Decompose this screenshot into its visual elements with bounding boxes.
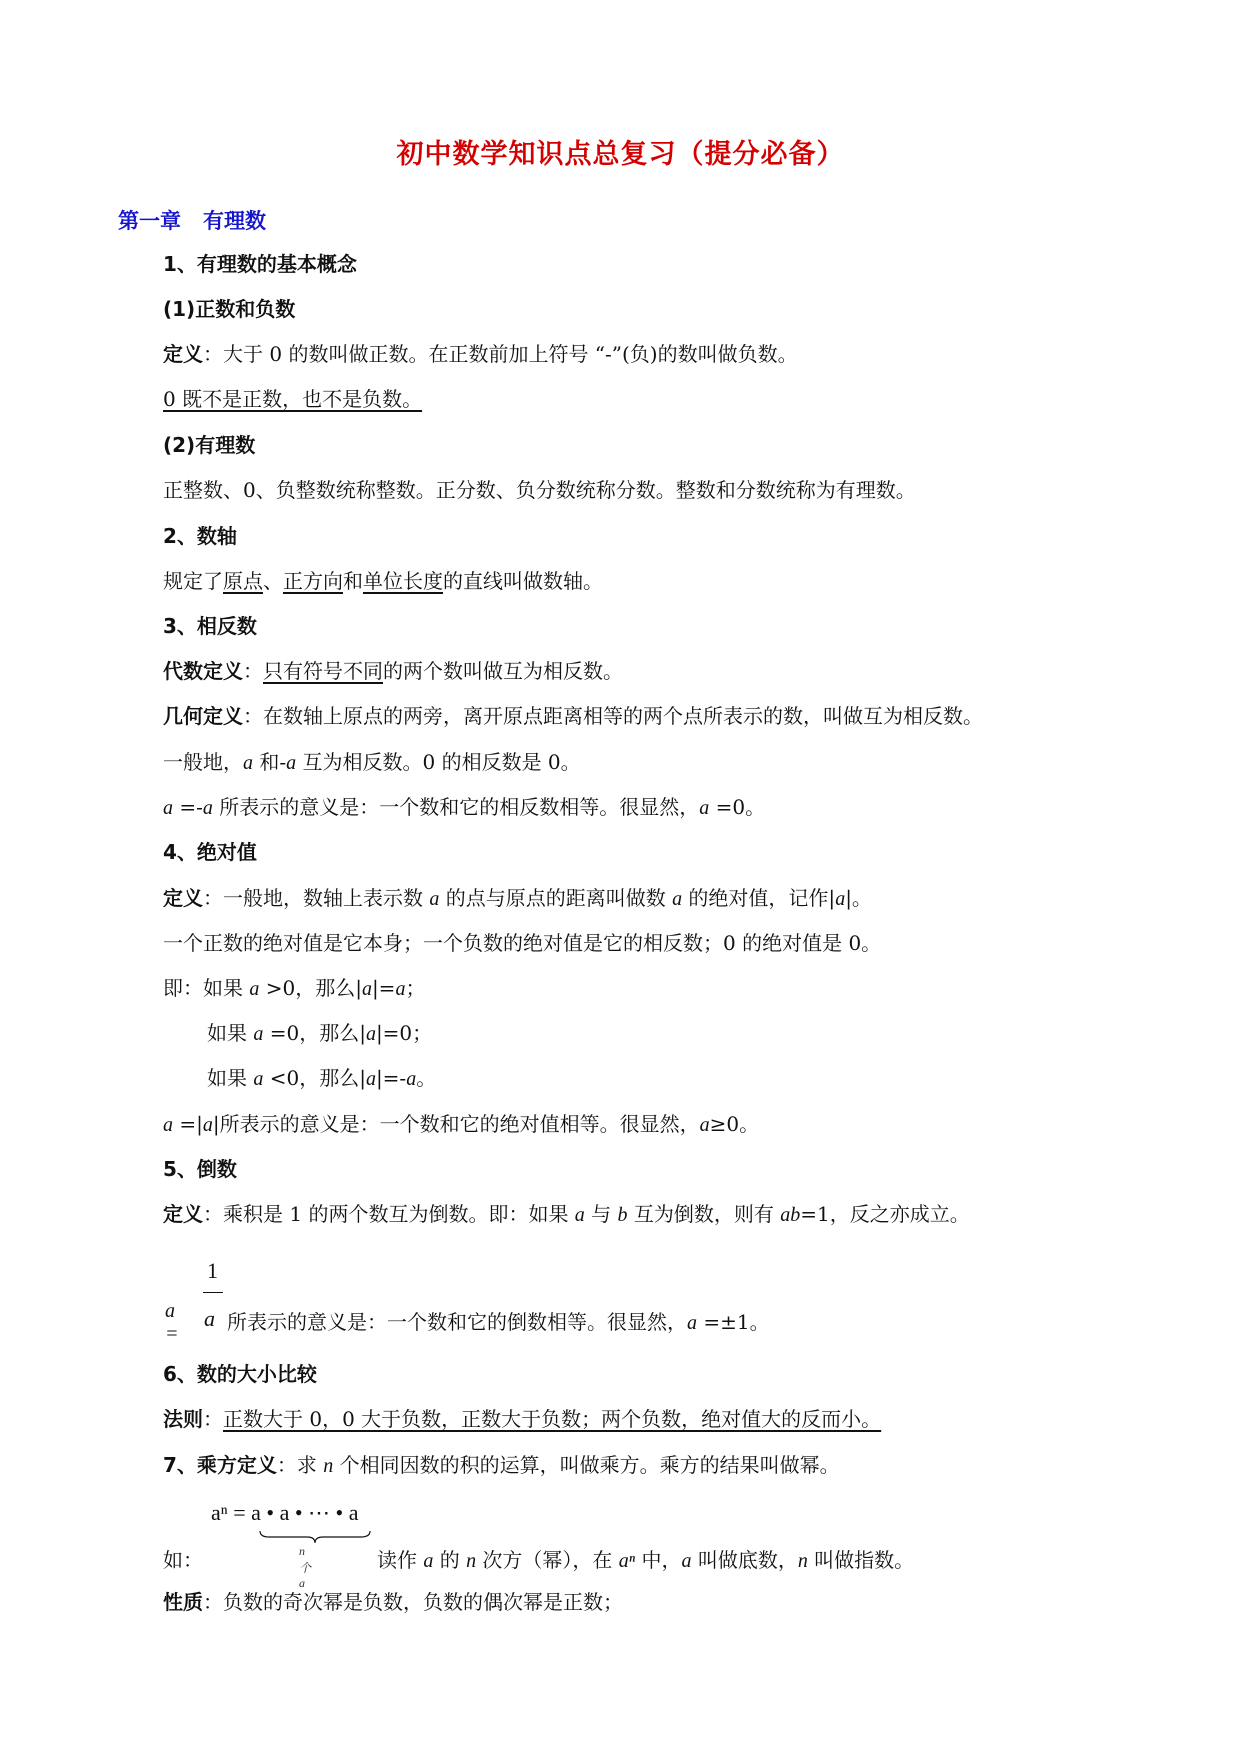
power-reading: 读作 a 的 n 次方（幂），在 aⁿ 中，a 叫做底数，n 叫做指数。 xyxy=(377,1548,915,1572)
section-1-heading: 1、有理数的基本概念 xyxy=(163,252,357,276)
rational-definition: 正整数、0、负整数统称整数。正分数、负分数统称分数。整数和分数统称为有理数。 xyxy=(163,478,916,502)
reciprocal-meaning: 所表示的意义是：一个数和它的倒数相等。很显然，a =±1。 xyxy=(227,1310,770,1334)
reciprocal-definition: 定义：乘积是 1 的两个数互为倒数。即：如果 a 与 b 互为倒数，则有 ab=1，反之亦成立。 xyxy=(163,1202,970,1226)
zero-note: 0 既不是正数，也不是负数。 xyxy=(163,387,423,411)
section-4-heading: 4、绝对值 xyxy=(163,840,257,864)
absolute-definition: 定义：一般地，数轴上表示数 a 的点与原点的距离叫做数 a 的绝对值，记作|a|。 xyxy=(163,886,872,910)
section-3-heading: 3、相反数 xyxy=(163,614,257,638)
comparison-rule: 法则：正数大于 0，0 大于负数，正数大于负数；两个负数，绝对值大的反而小。 xyxy=(163,1407,882,1431)
absolute-case-zero: 如果 a =0，那么|a|=0； xyxy=(207,1021,433,1045)
geometric-definition: 几何定义：在数轴上原点的两旁，离开原点距离相等的两个点所表示的数，叫做互为相反数。 xyxy=(163,704,983,728)
power-formula: aⁿ = a • a • ⋯ • a xyxy=(211,1500,359,1525)
chapter-heading xyxy=(118,205,288,235)
chapter-number: 第一章 xyxy=(118,209,181,233)
example-label: 如： xyxy=(163,1548,203,1572)
section-6-heading: 6、数的大小比较 xyxy=(163,1362,317,1386)
subsection-rational: (2)有理数 xyxy=(163,433,256,457)
opposite-meaning: a =-a 所表示的意义是：一个数和它的相反数相等。很显然，a =0。 xyxy=(163,795,766,819)
underbrace-icon xyxy=(259,1530,371,1544)
section-2-heading: 2、数轴 xyxy=(163,524,237,548)
power-definition: 7、乘方定义：求 n 个相同因数的积的运算，叫做乘方。乘方的结果叫做幂。 xyxy=(163,1453,840,1477)
underbrace-label: n个a xyxy=(299,1544,312,1590)
fraction-numerator: 1 xyxy=(207,1258,218,1283)
absolute-meaning: a =|a|所表示的意义是：一个数和它的绝对值相等。很显然，a≥0。 xyxy=(163,1112,760,1136)
algebraic-definition: 代数定义：只有符号不同的两个数叫做互为相反数。 xyxy=(163,659,623,683)
formula-lhs: a = xyxy=(165,1300,179,1345)
absolute-case-negative: 如果 a <0，那么|a|=-a。 xyxy=(207,1066,437,1090)
fraction-bar xyxy=(203,1292,223,1293)
power-property: 性质：负数的奇次幂是负数，负数的偶次幂是正数； xyxy=(163,1590,623,1614)
number-line-definition: 规定了原点、正方向和单位长度的直线叫做数轴。 xyxy=(163,569,603,593)
absolute-case-positive: 即：如果 a >0，那么|a|=a； xyxy=(163,976,426,1000)
opposite-general: 一般地，a 和-a 互为相反数。0 的相反数是 0。 xyxy=(163,750,581,774)
absolute-property: 一个正数的绝对值是它本身；一个负数的绝对值是它的相反数；0 的绝对值是 0。 xyxy=(163,931,882,955)
section-5-heading: 5、倒数 xyxy=(163,1157,237,1181)
chapter-name: 有理数 xyxy=(203,209,266,233)
subsection-positive-negative: (1)正数和负数 xyxy=(163,297,296,321)
definition-positive-negative: 定义：大于 0 的数叫做正数。在正数前加上符号 “-”(负)的数叫做负数。 xyxy=(163,342,798,366)
fraction-denominator: a xyxy=(204,1306,215,1331)
page-title: 初中数学知识点总复习（提分必备） xyxy=(396,139,845,170)
